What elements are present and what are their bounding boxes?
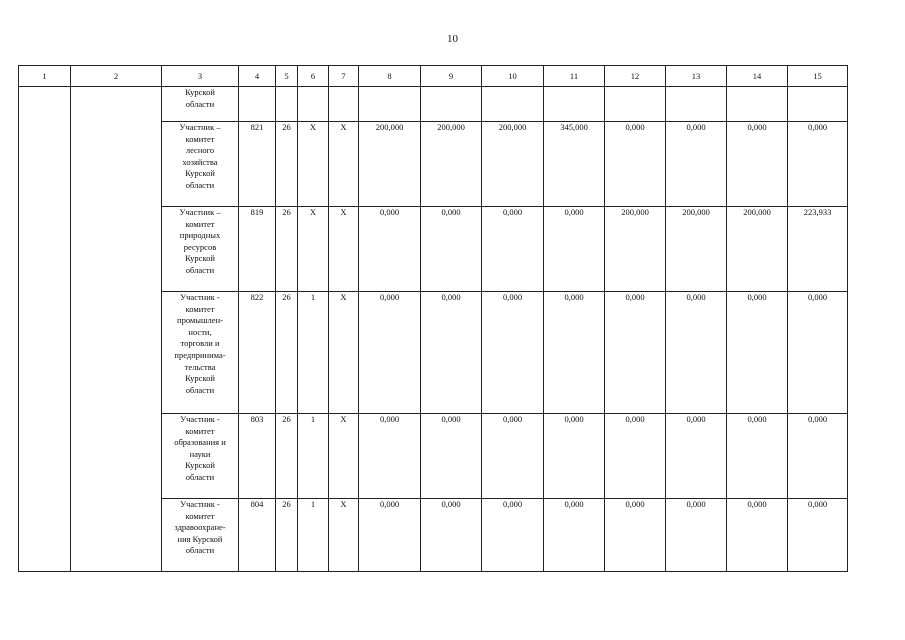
value-cell-col-10: 0,000: [482, 499, 544, 572]
participant-name-line: лесного: [185, 145, 215, 156]
value-cell-col-6: 1: [298, 499, 329, 572]
column-2-cell: [71, 87, 162, 572]
value-cell-col-4: [239, 87, 276, 122]
value-cell-col-6: Х: [298, 122, 329, 207]
value-cell-col-11: 0,000: [544, 292, 605, 414]
value-cell-col-14: [727, 87, 788, 122]
value-cell-col-12: 0,000: [605, 414, 666, 499]
value-cell-col-5: 26: [276, 207, 298, 292]
participant-name-line: области: [185, 98, 215, 109]
participant-name-line: комитет: [185, 133, 215, 144]
value-cell-col-5: 26: [276, 292, 298, 414]
participant-name-line: Участник -: [180, 414, 220, 424]
participant-name-line: комитет: [185, 425, 215, 436]
value-cell-col-5: [276, 87, 298, 122]
value-cell-col-9: 200,000: [421, 122, 482, 207]
participant-name-line: предпринима-: [174, 349, 226, 360]
column-header-13: 13: [666, 66, 727, 87]
participant-name-line: ния Курской: [177, 533, 223, 544]
value-cell-col-15: 0,000: [788, 499, 848, 572]
participant-name-line: Курской: [185, 168, 215, 179]
value-cell-col-9: 0,000: [421, 499, 482, 572]
value-cell-col-6: [298, 87, 329, 122]
value-cell-col-6: Х: [298, 207, 329, 292]
column-header-7: 7: [329, 66, 359, 87]
value-cell-col-13: 200,000: [666, 207, 727, 292]
value-cell-col-4: 821: [239, 122, 276, 207]
value-cell-col-12: [605, 87, 666, 122]
value-cell-col-8: 0,000: [359, 414, 421, 499]
participant-name-line: области: [185, 264, 215, 275]
value-cell-col-15: 223,933: [788, 207, 848, 292]
value-cell-col-5: 26: [276, 122, 298, 207]
value-cell-col-14: 0,000: [727, 122, 788, 207]
value-cell-col-7: Х: [329, 122, 359, 207]
participant-name-line: Участник –: [179, 207, 221, 217]
value-cell-col-9: 0,000: [421, 414, 482, 499]
participant-name-line: образования и: [174, 437, 226, 448]
page-number: 10: [447, 33, 458, 45]
value-cell-col-8: [359, 87, 421, 122]
value-cell-col-9: 0,000: [421, 292, 482, 414]
participant-name-line: области: [185, 471, 215, 482]
value-cell-col-14: 0,000: [727, 414, 788, 499]
column-header-15: 15: [788, 66, 848, 87]
table-row: [19, 87, 848, 122]
value-cell-col-5: 26: [276, 499, 298, 572]
participant-name-line: тельства: [184, 361, 216, 372]
participant-name-line: комитет: [185, 510, 215, 521]
value-cell-col-14: 200,000: [727, 207, 788, 292]
value-cell-col-9: [421, 87, 482, 122]
value-cell-col-4: 822: [239, 292, 276, 414]
column-header-8: 8: [359, 66, 421, 87]
column-header-3: 3: [162, 66, 239, 87]
participant-name-cell: [162, 292, 239, 414]
value-cell-col-13: 0,000: [666, 499, 727, 572]
participant-name-line: Участник –: [179, 122, 221, 132]
column-header-12: 12: [605, 66, 666, 87]
column-header-14: 14: [727, 66, 788, 87]
participant-name-line: природных: [179, 230, 221, 241]
participant-name-line: Курской: [185, 87, 215, 97]
value-cell-col-15: 0,000: [788, 292, 848, 414]
value-cell-col-11: 0,000: [544, 414, 605, 499]
value-cell-col-12: 0,000: [605, 122, 666, 207]
value-cell-col-7: Х: [329, 414, 359, 499]
value-cell-col-13: [666, 87, 727, 122]
value-cell-col-8: 0,000: [359, 207, 421, 292]
participant-name-cell: [162, 499, 239, 572]
value-cell-col-14: 0,000: [727, 292, 788, 414]
value-cell-col-10: [482, 87, 544, 122]
participant-name-line: торговли и: [180, 338, 220, 349]
participant-name-line: здравоохране-: [174, 522, 226, 533]
value-cell-col-11: [544, 87, 605, 122]
value-cell-col-13: 0,000: [666, 292, 727, 414]
participant-name-cell: [162, 122, 239, 207]
participant-name-cell: [162, 207, 239, 292]
column-1-cell: [19, 87, 71, 572]
participant-name-cell: [162, 87, 239, 122]
column-header-10: 10: [482, 66, 544, 87]
participant-name-line: области: [185, 384, 215, 395]
column-header-9: 9: [421, 66, 482, 87]
participant-name-line: Курской: [185, 460, 215, 471]
value-cell-col-8: 0,000: [359, 292, 421, 414]
participant-name-line: хозяйства: [182, 156, 218, 167]
participant-name-line: ресурсов: [183, 241, 217, 252]
value-cell-col-4: 804: [239, 499, 276, 572]
value-cell-col-6: 1: [298, 414, 329, 499]
participant-name-line: области: [185, 179, 215, 190]
participant-name-line: Курской: [185, 253, 215, 264]
value-cell-col-11: 0,000: [544, 499, 605, 572]
value-cell-col-7: Х: [329, 207, 359, 292]
participant-name-line: Курской: [185, 373, 215, 384]
column-header-2: 2: [71, 66, 162, 87]
value-cell-col-13: 0,000: [666, 122, 727, 207]
participant-name-line: комитет: [185, 218, 215, 229]
budget-table: [18, 65, 848, 572]
participant-name-line: комитет: [185, 303, 215, 314]
value-cell-col-12: 200,000: [605, 207, 666, 292]
value-cell-col-6: 1: [298, 292, 329, 414]
participant-name-line: промышлен-: [177, 315, 223, 326]
participant-name-line: ности,: [188, 326, 212, 337]
column-header-1: 1: [19, 66, 71, 87]
value-cell-col-12: 0,000: [605, 292, 666, 414]
value-cell-col-9: 0,000: [421, 207, 482, 292]
table-body: [19, 87, 848, 572]
value-cell-col-11: 0,000: [544, 207, 605, 292]
value-cell-col-4: 819: [239, 207, 276, 292]
column-header-5: 5: [276, 66, 298, 87]
value-cell-col-15: 0,000: [788, 414, 848, 499]
value-cell-col-10: 200,000: [482, 122, 544, 207]
value-cell-col-8: 0,000: [359, 499, 421, 572]
value-cell-col-4: 803: [239, 414, 276, 499]
value-cell-col-10: 0,000: [482, 292, 544, 414]
participant-name-line: Участник -: [180, 292, 220, 302]
table-header-row: [19, 66, 848, 87]
value-cell-col-7: Х: [329, 292, 359, 414]
value-cell-col-10: 0,000: [482, 207, 544, 292]
value-cell-col-11: 345,000: [544, 122, 605, 207]
participant-name-line: науки: [189, 448, 211, 459]
participant-name-line: Участник -: [180, 499, 220, 509]
participant-name-cell: [162, 414, 239, 499]
value-cell-col-15: [788, 87, 848, 122]
value-cell-col-15: 0,000: [788, 122, 848, 207]
participant-name-line: области: [185, 545, 215, 556]
column-header-11: 11: [544, 66, 605, 87]
value-cell-col-8: 200,000: [359, 122, 421, 207]
value-cell-col-5: 26: [276, 414, 298, 499]
column-header-4: 4: [239, 66, 276, 87]
value-cell-col-7: Х: [329, 499, 359, 572]
value-cell-col-12: 0,000: [605, 499, 666, 572]
value-cell-col-13: 0,000: [666, 414, 727, 499]
column-header-6: 6: [298, 66, 329, 87]
value-cell-col-7: [329, 87, 359, 122]
value-cell-col-14: 0,000: [727, 499, 788, 572]
value-cell-col-10: 0,000: [482, 414, 544, 499]
